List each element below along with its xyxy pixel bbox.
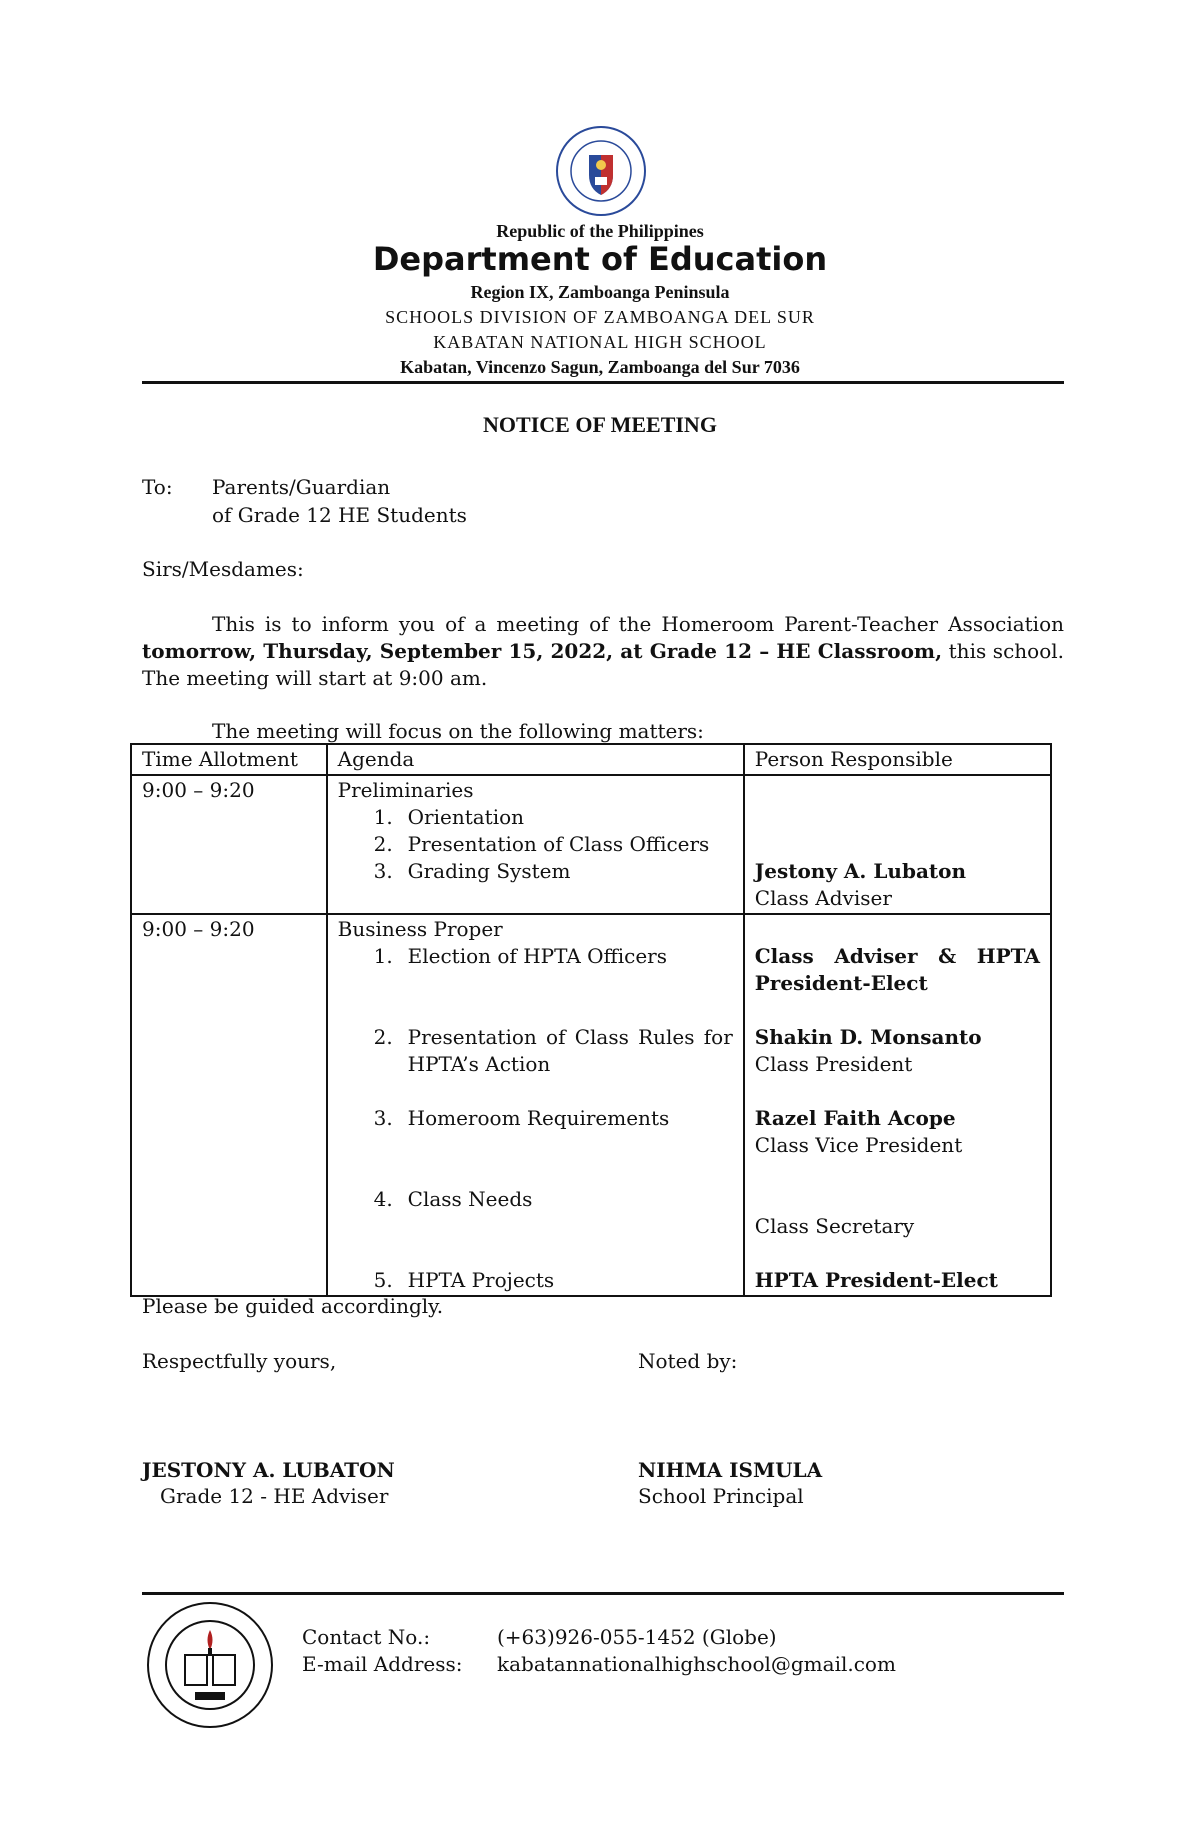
notice-title: NOTICE OF MEETING — [483, 412, 717, 437]
principal-title: School Principal — [638, 1484, 804, 1508]
person-name: Shakin D. Monsanto — [754, 1025, 982, 1049]
list-item: 3. Grading System — [373, 859, 571, 883]
list-item: 4. Class Needs — [373, 1187, 533, 1211]
list-item: 2. Presentation of Class Officers — [373, 832, 710, 856]
deped-seal-logo — [555, 125, 647, 217]
row1-person — [744, 775, 1051, 914]
focus-paragraph: The meeting will focus on the following matters: — [212, 719, 704, 743]
to-label: To: — [142, 475, 173, 499]
noted-by-label: Noted by: — [638, 1349, 738, 1373]
body-text-end: this school. The meeting will start at 9:00 am. — [142, 639, 1064, 690]
row2-person — [744, 914, 1051, 1296]
principal-name: NIHMA ISMULA — [638, 1458, 823, 1482]
row1-agenda — [327, 775, 744, 914]
agenda-table — [130, 743, 1052, 1297]
adviser-name: JESTONY A. LUBATON — [142, 1458, 395, 1482]
email-label: E-mail Address: — [302, 1652, 463, 1676]
list-item: 5. HPTA Projects — [373, 1268, 555, 1292]
meeting-date-location: tomorrow, Thursday, September 15, 2022, at Grade 12 – HE Classroom, — [142, 639, 943, 663]
person-role: Class President — [754, 1052, 913, 1076]
row2-agenda — [327, 914, 744, 1296]
person-role: Class Secretary — [754, 1214, 915, 1238]
header-agenda: Agenda — [327, 744, 744, 775]
region-line: Region IX, Zamboanga Peninsula — [470, 282, 730, 302]
person-name: HPTA President-Elect — [754, 1268, 998, 1292]
person-name: Jestony A. Lubaton — [754, 859, 967, 883]
table-row — [131, 775, 1051, 914]
list-item: 1. Orientation — [373, 805, 525, 829]
salutation: Sirs/Mesdames: — [142, 557, 304, 581]
addressee-line2: of Grade 12 HE Students — [212, 503, 467, 527]
body-paragraph — [142, 611, 1064, 692]
person-role: Class Adviser — [754, 886, 892, 910]
list-item: 1. Election of HPTA Officers — [373, 944, 667, 968]
person-role: Class Vice President — [754, 1133, 963, 1157]
contact-label: Contact No.: — [302, 1625, 431, 1649]
header-time: Time Allotment — [131, 744, 327, 775]
school-logo — [145, 1600, 275, 1730]
table-row — [131, 914, 1051, 1296]
footer-divider — [142, 1592, 1064, 1595]
school-line: KABATAN NATIONAL HIGH SCHOOL — [433, 332, 767, 352]
department-title: Department of Education — [372, 240, 828, 278]
row2-agenda-title: Business Proper — [337, 917, 503, 941]
respectfully-label: Respectfully yours, — [142, 1349, 337, 1373]
email-value[interactable]: kabatannationalhighschool@gmail.com — [497, 1652, 896, 1676]
person-name: Class Adviser & HPTA President-Elect — [754, 944, 1040, 995]
list-item: 2. Presentation of Class Rules for HPTA’s Action — [373, 1025, 733, 1076]
header-divider — [142, 381, 1064, 384]
body-text-start: This is to inform you of a meeting of the Homeroom Parent-Teacher Association — [212, 612, 1064, 636]
republic-line: Republic of the Philippines — [496, 221, 704, 241]
adviser-title: Grade 12 - HE Adviser — [160, 1484, 389, 1508]
address-line: Kabatan, Vincenzo Sagun, Zamboanga del Sur 7036 — [400, 357, 800, 377]
row1-time: 9:00 – 9:20 — [131, 775, 327, 914]
closing-line: Please be guided accordingly. — [142, 1294, 444, 1318]
table-header-row — [131, 744, 1051, 775]
person-name: Razel Faith Acope — [754, 1106, 956, 1130]
list-item: 3. Homeroom Requirements — [373, 1106, 670, 1130]
division-line: SCHOOLS DIVISION OF ZAMBOANGA DEL SUR — [385, 307, 815, 327]
contact-value: (+63)926-055-1452 (Globe) — [497, 1625, 777, 1649]
header-person: Person Responsible — [744, 744, 1051, 775]
row1-agenda-title: Preliminaries — [337, 778, 474, 802]
addressee-line1: Parents/Guardian — [212, 475, 391, 499]
row2-time: 9:00 – 9:20 — [131, 914, 327, 1296]
